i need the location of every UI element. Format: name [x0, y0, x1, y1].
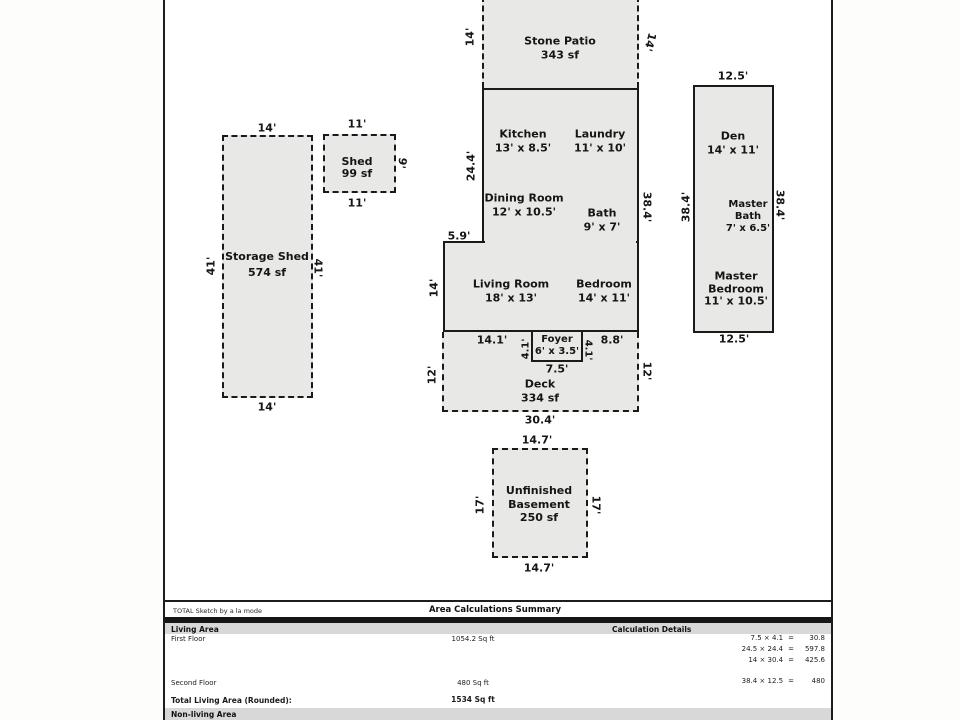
second-floor-value: 480 Sq ft	[457, 679, 489, 687]
dim-basement-left: 17'	[473, 495, 487, 515]
dim-deck-right: 12'	[640, 361, 654, 381]
dim-storage-top: 14'	[257, 121, 277, 135]
dim-den-top: 12.5'	[717, 69, 749, 83]
dim-foyer-right: 4.1'	[582, 339, 594, 361]
brand-text: TOTAL Sketch by a la mode	[173, 607, 263, 615]
dim-shed-top: 11'	[347, 117, 367, 131]
dim-storage-right: 41'	[311, 258, 325, 278]
total-living-area-value: 1534 Sq ft	[451, 695, 495, 704]
dim-foyer-bottom: 7.5'	[545, 362, 569, 376]
dim-storage-left: 41'	[204, 256, 218, 276]
dim-house-left-upper: 24.4'	[464, 150, 478, 182]
room-label-stone-patio: Stone Patio 343 sf	[524, 34, 596, 61]
second-floor-label: Second Floor	[171, 679, 217, 687]
calc-line: 7.5 × 4.1 = 30.8	[750, 634, 825, 642]
total-living-area-label: Total Living Area (Rounded):	[171, 696, 292, 705]
dim-den-left: 38.4'	[679, 191, 693, 223]
first-floor-value: 1054.2 Sq ft	[451, 635, 495, 643]
room-label-dining-room: Dining Room 12' x 10.5'	[484, 191, 564, 218]
dim-patio-right: 14'	[641, 31, 659, 53]
dim-foyer-left: 4.1'	[520, 338, 532, 360]
calculation-details-block	[685, 633, 825, 687]
calc-line: 38.4 × 12.5 = 480	[741, 677, 825, 685]
room-label-unfinished-basement: Unfinished Basement 250 sf	[505, 483, 573, 524]
room-label-storage-shed: Storage Shed 574 sf	[225, 250, 309, 279]
dim-deck-left: 12'	[425, 365, 439, 385]
room-label-bath: Bath 9' x 7'	[583, 206, 621, 233]
dim-shed-right: 9'	[394, 156, 410, 170]
dim-patio-left: 14'	[463, 27, 477, 47]
room-label-deck: Deck 334 sf	[520, 377, 560, 404]
room-label-living-room: Living Room 18' x 13'	[472, 277, 550, 304]
calc-line: 24.5 × 24.4 = 597.8	[741, 645, 825, 653]
dim-shed-bottom: 11'	[347, 196, 367, 210]
house-wall-joint-patch	[485, 240, 636, 246]
sketch-page	[163, 0, 833, 720]
dim-den-bottom: 12.5'	[718, 332, 750, 346]
dim-deck-top-right: 8.8'	[600, 333, 624, 347]
dim-basement-bottom: 14.7'	[523, 561, 555, 575]
room-label-bedroom: Bedroom 14' x 11'	[576, 277, 632, 304]
dim-basement-top: 14.7'	[521, 433, 553, 447]
room-label-den: Den 14' x 11'	[706, 129, 760, 156]
dim-deck-top-left: 14.1'	[476, 333, 508, 347]
room-label-kitchen: Kitchen 13' x 8.5'	[494, 127, 552, 154]
room-label-foyer: Foyer 6' x 3.5'	[534, 334, 580, 357]
sketch-canvas	[165, 0, 831, 602]
footer-strip	[165, 602, 831, 617]
first-floor-label: First Floor	[171, 635, 206, 643]
dim-house-step: 5.9'	[447, 229, 471, 243]
dim-den-right: 38.4'	[773, 189, 787, 221]
calc-line: 14 × 30.4 = 425.6	[748, 656, 825, 664]
living-area-header: Living Area	[171, 624, 219, 634]
calc-gap	[685, 666, 825, 676]
room-label-master-bath: Master Bath 7' x 6.5'	[725, 199, 771, 234]
dim-deck-bottom: 30.4'	[524, 413, 556, 427]
calculation-details-header: Calculation Details	[612, 624, 692, 634]
dim-storage-bottom: 14'	[257, 400, 277, 414]
nonliving-area-header: Non-living Area	[171, 709, 237, 719]
room-label-master-bedroom: Master Bedroom 11' x 10.5'	[704, 269, 768, 308]
nonliving-area-band	[165, 708, 831, 720]
room-label-shed: Shed 99 sf	[341, 155, 373, 180]
summary-title: Area Calculations Summary	[428, 605, 562, 615]
dim-house-left-lower: 14'	[427, 278, 441, 298]
dim-basement-right: 17'	[589, 495, 603, 515]
dim-house-right: 38.4'	[640, 191, 654, 223]
room-label-laundry: Laundry 11' x 10'	[573, 127, 627, 154]
